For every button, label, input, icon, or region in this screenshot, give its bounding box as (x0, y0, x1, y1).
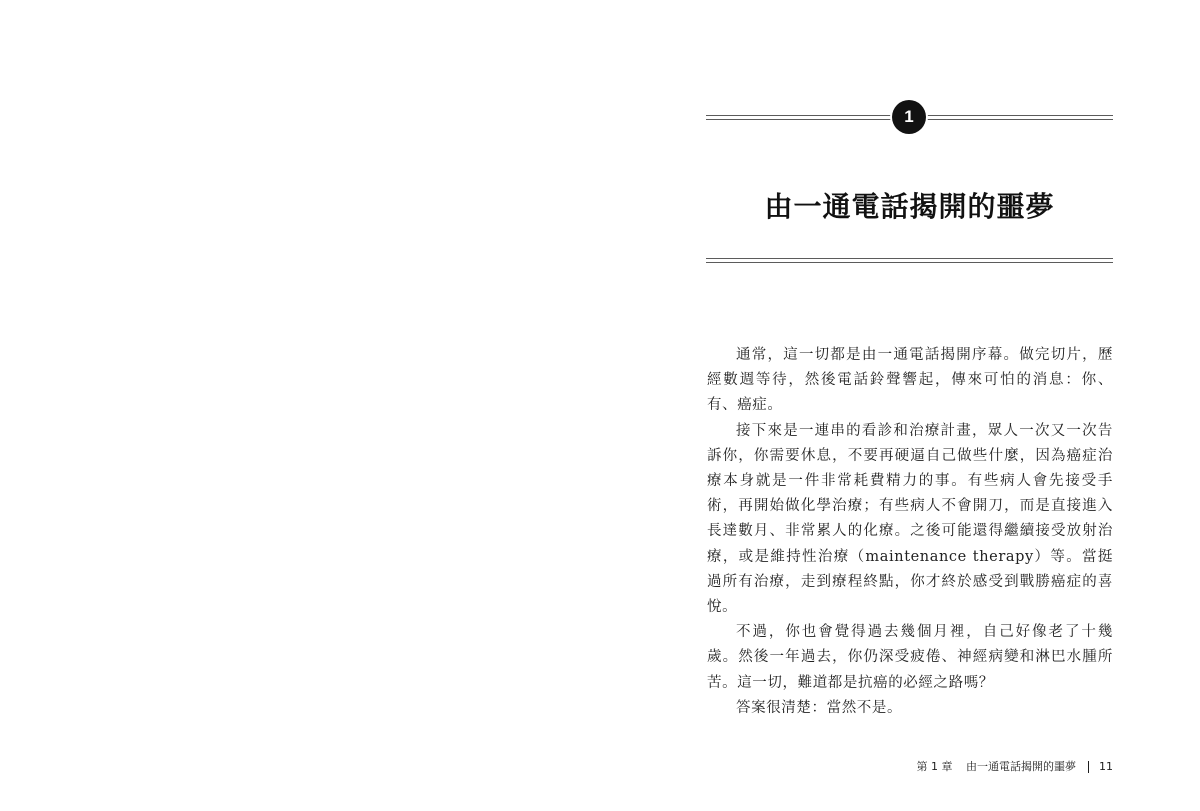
footer-running-title: 由一通電話揭開的噩夢 (966, 760, 1076, 773)
body-paragraph-1: 通常，這一切都是由一通電話揭開序幕。做完切片，歷經數週等待，然後電話鈴聲響起，傳來可怕的消息：你、有、癌症。 (707, 347, 1113, 414)
body-paragraph-4: 答案很清楚：當然不是。 (736, 699, 903, 716)
chapter-bottom-rule (706, 258, 1113, 263)
chapter-title: 由一通電話揭開的噩夢 (764, 189, 1055, 223)
footer-page-number: 11 (1099, 760, 1113, 773)
footer-chapter-label: 第 1 章 (916, 760, 953, 773)
body-paragraph-3: 不過，你也會覺得過去幾個月裡，自己好像老了十幾歲。然後一年過去，你仍深受疲倦、神經病變和淋巴水腫所苦。這一切，難道都是抗癌的必經之路嗎？ (707, 624, 1113, 691)
right-page (600, 0, 1200, 811)
page-footer (900, 760, 1113, 774)
chapter-body-text (707, 343, 1113, 721)
body-paragraph-2: 接下來是一連串的看診和治療計畫，眾人一次又一次告訴你，你需要休息，不要再硬逼自己做些什麼，因為癌症治療本身就是一件非常耗費精力的事。有些病人會先接受手術，再開始做化學治療；有些病人不會開刀，而是直接進入長達數月、非常累人的化療。之後可能還得繼續接受放射治療，或是維持性治療（maintenance therapy）等。當挺過所有治療，走到療程終點，你才終於感受到戰勝癌症的喜悅。 (707, 422, 1113, 616)
chapter-number-badge: 1 (892, 100, 926, 134)
footer-separator (1088, 761, 1089, 773)
